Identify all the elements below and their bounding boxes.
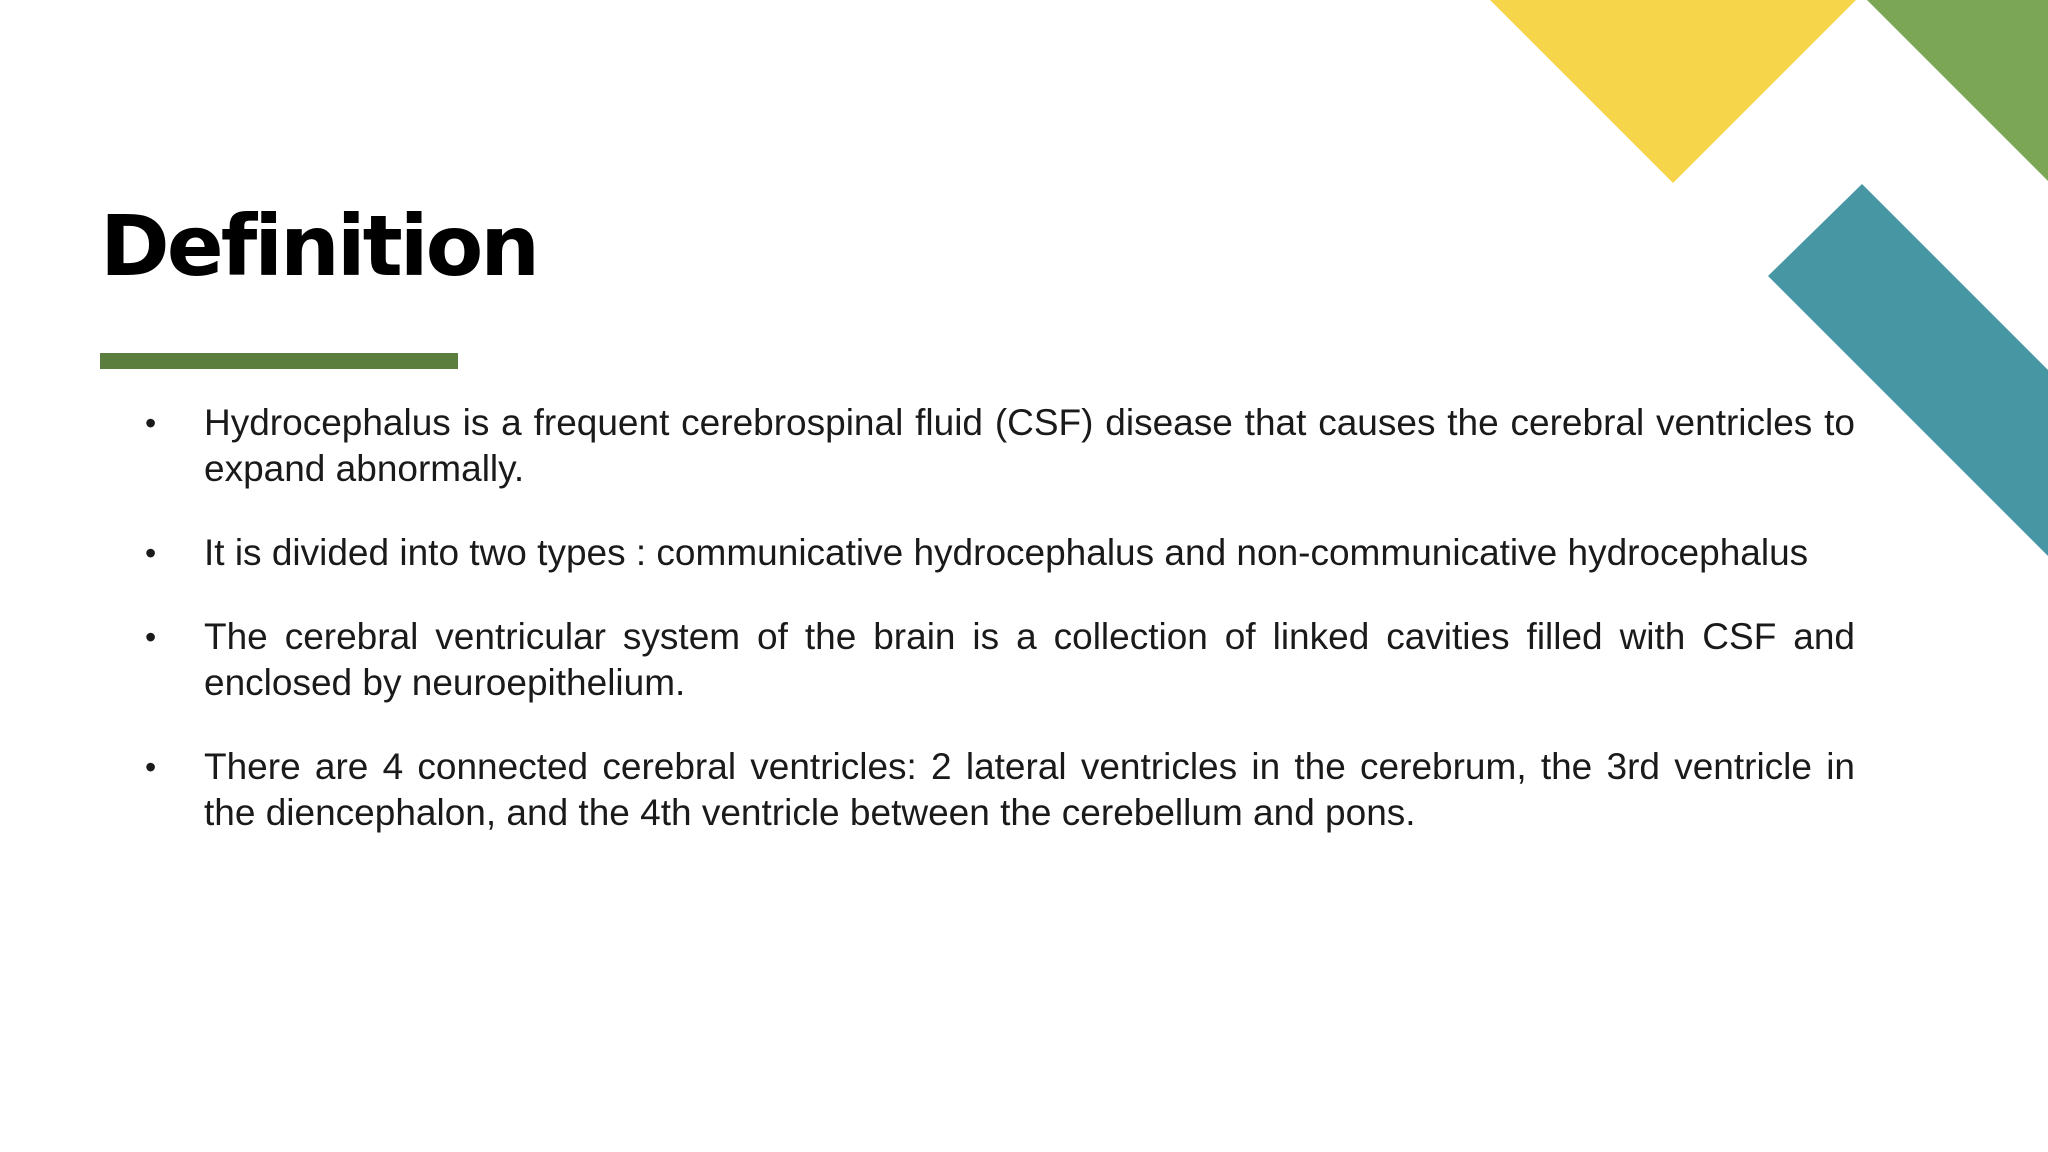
bullet-icon: • [145, 535, 157, 571]
slide-title: Definition [100, 197, 538, 295]
bullet-icon: • [145, 405, 157, 441]
bullet-item [145, 530, 1855, 576]
bullet-text: There are 4 connected cerebral ventricles: 2 lateral ventricles in the cerebrum, the 3rd ventricle in the diencephalon, and the 4th ventricle between the cerebellum and pons. [204, 746, 1855, 833]
bullet-icon: • [145, 749, 157, 785]
green-triangle-shape [1867, 0, 2048, 181]
bullet-item [145, 614, 1855, 706]
bullet-text: Hydrocephalus is a frequent cerebrospinal fluid (CSF) disease that causes the cerebral ventricles to expand abnormally. [204, 402, 1855, 489]
bullet-item [145, 400, 1855, 492]
bullet-text: The cerebral ventricular system of the brain is a collection of linked cavities filled with CSF and enclosed by neuroepithelium. [204, 616, 1855, 703]
bullet-item [145, 744, 1855, 836]
bullet-list [145, 400, 1855, 874]
title-underline [100, 353, 458, 369]
bullet-text: It is divided into two types : communicative hydrocephalus and non-communicative hydrocephalus [204, 532, 1809, 573]
bullet-icon: • [145, 619, 157, 655]
yellow-triangle-shape [1490, 0, 1856, 183]
